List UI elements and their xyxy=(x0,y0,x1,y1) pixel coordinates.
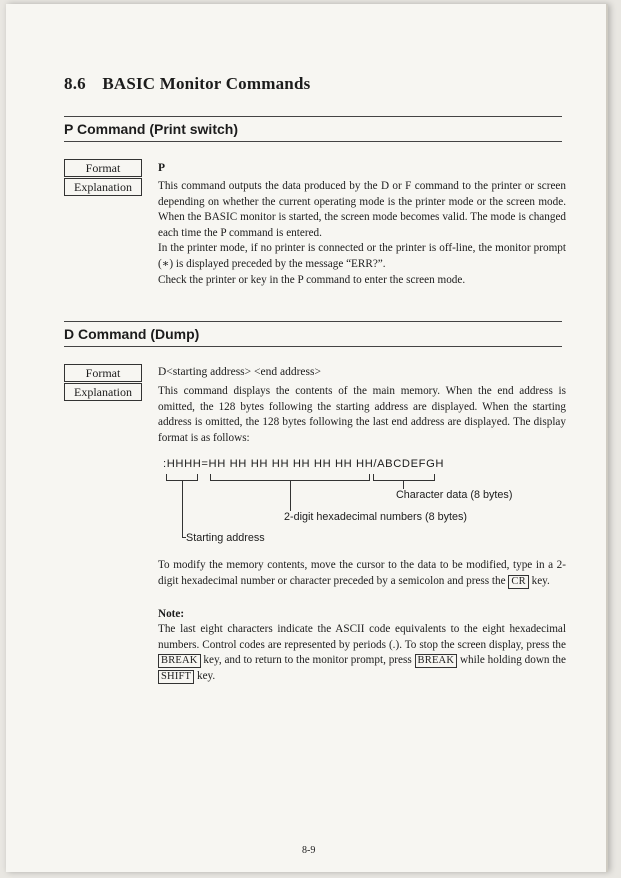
modify-text-2: key. xyxy=(531,574,550,587)
d-format-syntax: D<starting address> <end address> xyxy=(158,366,321,378)
d-format-label: Format xyxy=(64,364,142,382)
bracket-char-right xyxy=(434,474,435,480)
section-number: 8.6 xyxy=(64,74,86,93)
modify-text-1: To modify the memory contents, move the cursor to the data to be modified, type in a 2-digit hexadecimal number or character preceded by a semicolon and press the xyxy=(158,559,566,587)
leader-char xyxy=(403,481,404,489)
label-character-data: Character data (8 bytes) xyxy=(396,489,513,501)
leader-start-hook xyxy=(182,537,186,538)
p-explanation-paragraph-2: In the printer mode, if no printer is connected or the printer is off-line, the monitor prompt (∗) is displayed preceded by the message “ERR?”. xyxy=(158,242,566,270)
p-explanation xyxy=(158,179,566,288)
label-hex-numbers: 2-digit hexadecimal numbers (8 bytes) xyxy=(284,511,468,523)
note-text-3: while holding down the xyxy=(459,654,566,667)
p-format-syntax: P xyxy=(158,162,166,174)
shift-key: SHIFT xyxy=(158,670,194,684)
note-text-2: key, and to return to the monitor prompt, press xyxy=(203,654,412,667)
d-explanation-label: Explanation xyxy=(64,383,142,401)
p-command-top-rule xyxy=(64,116,562,117)
p-command-bottom-rule xyxy=(64,141,562,142)
p-explanation-label: Explanation xyxy=(64,178,142,196)
leader-start xyxy=(182,481,183,537)
label-starting-address: Starting address xyxy=(186,532,265,544)
bracket-char-bottom xyxy=(373,480,435,481)
dump-format-line: :HHHH=HH HH HH HH HH HH HH HH/ABCDEFGH xyxy=(163,458,445,470)
bracket-hex-right xyxy=(369,474,370,480)
break-key-2: BREAK xyxy=(415,654,458,668)
cr-key: CR xyxy=(508,575,528,589)
p-command-heading: P Command (Print switch) xyxy=(64,121,238,137)
bracket-start-right xyxy=(197,474,198,480)
manual-page xyxy=(6,4,608,872)
p-explanation-paragraph-3: Check the printer or key in the P command to enter the screen mode. xyxy=(158,273,466,286)
note-paragraph xyxy=(158,622,566,684)
break-key: BREAK xyxy=(158,654,201,668)
note-label: Note: xyxy=(158,608,185,620)
d-command-heading: D Command (Dump) xyxy=(64,326,200,342)
d-explanation: This command displays the contents of the main memory. When the end address is omitted, the 128 bytes following the starting address are displayed. When the starting address is omitted, the 128 bytes following the last end address are displayed. The display format is as follows: xyxy=(158,385,566,444)
p-format-label: Format xyxy=(64,159,142,177)
p-explanation-paragraph-1: This command outputs the data produced by the D or F command to the printer or screen depending on whether the current operating mode is the printer mode or the screen mode. When the BASIC monitor is started, the screen mode becomes valid. The mode is changed each time the P command is entered. xyxy=(158,180,566,239)
note-text-4: key. xyxy=(196,669,216,682)
leader-hex xyxy=(290,481,291,511)
d-command-bottom-rule xyxy=(64,346,562,347)
section-title: BASIC Monitor Commands xyxy=(102,74,311,93)
page-number: 8-9 xyxy=(302,845,316,856)
modify-paragraph xyxy=(158,558,566,589)
note-text-1: The last eight characters indicate the ASCII code equivalents to the eight hexadecimal numbers. Control codes are represented by periods (.). To stop the screen display, press the xyxy=(158,623,566,651)
section-heading xyxy=(64,74,310,94)
d-command-top-rule xyxy=(64,321,562,322)
